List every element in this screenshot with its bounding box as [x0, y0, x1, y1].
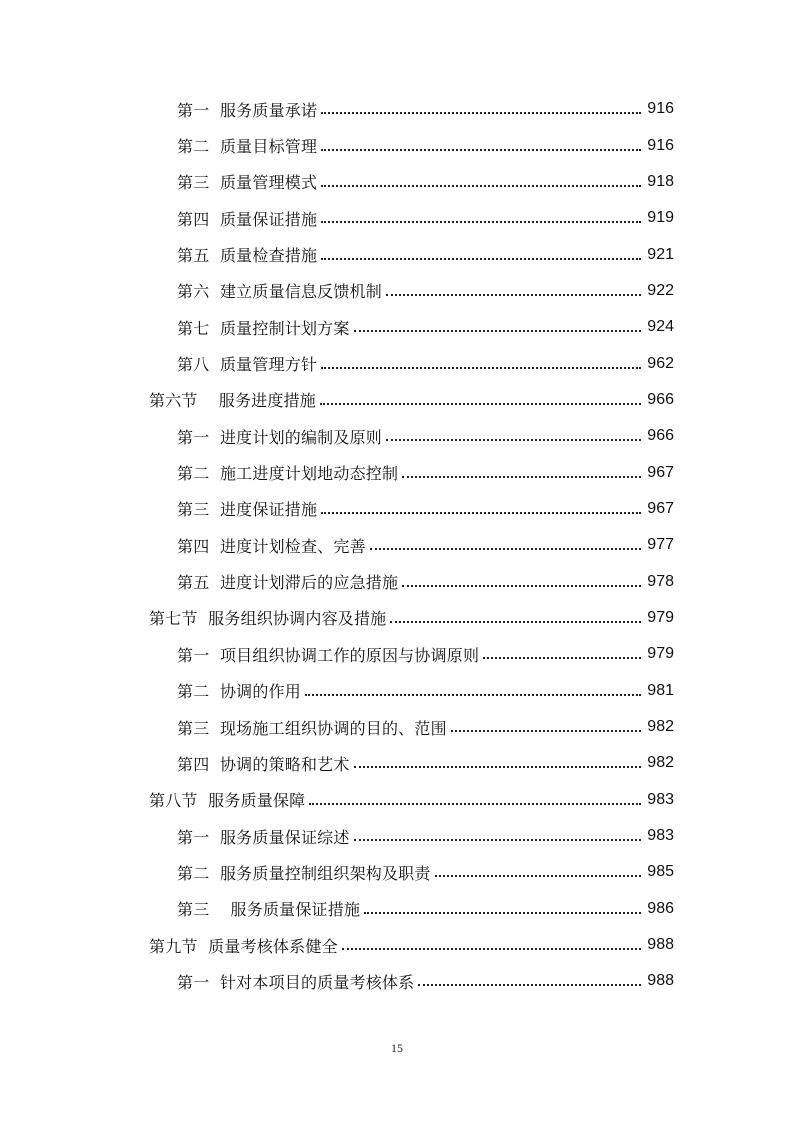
dot-leader: [309, 787, 641, 805]
dot-leader: [390, 605, 641, 623]
dot-leader: [321, 205, 641, 223]
toc-entry-title: 第五 质量检查措施: [177, 246, 318, 266]
toc-entry-page-number: 986: [647, 899, 674, 917]
toc-subsection-entry[interactable]: [0, 309, 674, 345]
toc-section-entry[interactable]: [0, 382, 674, 418]
toc-subsection-entry[interactable]: [0, 745, 674, 781]
dot-leader: [386, 423, 641, 441]
toc-entry-page-number: 922: [647, 281, 674, 299]
toc-entry-title: 第一 服务质量保证综述: [177, 827, 350, 847]
toc-subsection-entry[interactable]: [0, 345, 674, 381]
toc-entry-page-number: 916: [647, 136, 674, 154]
toc-section-entry[interactable]: [0, 600, 674, 636]
toc-subsection-entry[interactable]: [0, 636, 674, 672]
toc-section-entry[interactable]: [0, 782, 674, 818]
dot-leader: [321, 242, 641, 260]
toc-entry-page-number: 966: [647, 427, 674, 445]
toc-entry-title: 第六节 服务进度措施: [149, 391, 316, 411]
toc-entry-title: 第四 进度计划检查、完善: [177, 536, 366, 556]
toc-entry-page-number: 916: [647, 100, 674, 118]
dot-leader: [435, 859, 641, 877]
toc-entry-title: 第七节 服务组织协调内容及措施: [149, 609, 387, 629]
toc-entry-title: 第五 进度计划滞后的应急措施: [177, 573, 399, 593]
dot-leader: [305, 678, 641, 696]
toc-entry-page-number: 979: [647, 645, 674, 663]
dot-leader: [364, 896, 641, 914]
page-number: 15: [391, 1041, 403, 1055]
toc-entry-title: 第二 协调的作用: [177, 682, 301, 702]
toc-subsection-entry[interactable]: [0, 818, 674, 854]
toc-entry-page-number: 981: [647, 681, 674, 699]
toc-subsection-entry[interactable]: [0, 891, 674, 927]
dot-leader: [321, 96, 641, 114]
toc-subsection-entry[interactable]: [0, 454, 674, 490]
toc-entry-page-number: 966: [647, 390, 674, 408]
toc-entry-title: 第二 施工进度计划地动态控制: [177, 464, 399, 484]
toc-subsection-entry[interactable]: [0, 963, 674, 999]
toc-entry-page-number: 982: [647, 718, 674, 736]
toc-entry-page-number: 967: [647, 463, 674, 481]
dot-leader: [386, 278, 641, 296]
toc-entry-page-number: 983: [647, 827, 674, 845]
toc-entry-title: 第一 项目组织协调工作的原因与协调原则: [177, 645, 480, 665]
dot-leader: [354, 823, 641, 841]
toc-subsection-entry[interactable]: [0, 200, 674, 236]
dot-leader: [483, 641, 641, 659]
toc-entry-title: 第二 服务质量控制组织架构及职责: [177, 863, 431, 883]
toc-entry-title: 第九节 质量考核体系健全: [149, 936, 338, 956]
dot-leader: [321, 169, 641, 187]
toc-subsection-entry[interactable]: [0, 673, 674, 709]
dot-leader: [451, 714, 641, 732]
toc-entry-page-number: 919: [647, 209, 674, 227]
toc-entry-title: 第七 质量控制计划方案: [177, 318, 350, 338]
toc-subsection-entry[interactable]: [0, 527, 674, 563]
toc-entry-title: 第一 针对本项目的质量考核体系: [177, 972, 415, 992]
toc-entry-page-number: 918: [647, 172, 674, 190]
toc-entry-page-number: 985: [647, 863, 674, 881]
toc-entry-title: 第四 协调的策略和艺术: [177, 754, 350, 774]
toc-subsection-entry[interactable]: [0, 563, 674, 599]
toc-subsection-entry[interactable]: [0, 164, 674, 200]
toc-subsection-entry[interactable]: [0, 127, 674, 163]
toc-entry-page-number: 977: [647, 536, 674, 554]
toc-entry-page-number: 967: [647, 499, 674, 517]
dot-leader: [402, 460, 641, 478]
toc-subsection-entry[interactable]: [0, 709, 674, 745]
toc-entry-page-number: 921: [647, 245, 674, 263]
toc-subsection-entry[interactable]: [0, 418, 674, 454]
toc-entry-title: 第三 进度保证措施: [177, 500, 318, 520]
toc-subsection-entry[interactable]: [0, 854, 674, 890]
toc-entry-page-number: 988: [647, 936, 674, 954]
dot-leader: [321, 133, 641, 151]
dot-leader: [418, 968, 641, 986]
dot-leader: [370, 532, 641, 550]
toc-entry-title: 第三 现场施工组织协调的目的、范围: [177, 718, 447, 738]
table-of-contents: [0, 91, 794, 1000]
toc-entry-title: 第八 质量管理方针: [177, 355, 318, 375]
toc-entry-page-number: 978: [647, 572, 674, 590]
toc-list: [0, 91, 674, 1000]
toc-entry-page-number: 983: [647, 790, 674, 808]
toc-entry-page-number: 982: [647, 754, 674, 772]
toc-entry-title: 第一 进度计划的编制及原则: [177, 427, 382, 447]
dot-leader: [321, 351, 641, 369]
dot-leader: [342, 932, 641, 950]
toc-entry-title: 第三 质量管理模式: [177, 173, 318, 193]
dot-leader: [402, 569, 641, 587]
dot-leader: [354, 314, 641, 332]
toc-entry-title: 第三 服务质量保证措施: [177, 900, 361, 920]
toc-entry-title: 第二 质量目标管理: [177, 137, 318, 157]
toc-entry-title: 第八节 服务质量保障: [149, 791, 306, 811]
toc-subsection-entry[interactable]: [0, 273, 674, 309]
toc-entry-page-number: 988: [647, 972, 674, 990]
dot-leader: [321, 496, 641, 514]
toc-entry-title: 第一 服务质量承诺: [177, 100, 318, 120]
toc-subsection-entry[interactable]: [0, 491, 674, 527]
dot-leader: [354, 750, 641, 768]
toc-entry-title: 第六 建立质量信息反馈机制: [177, 282, 382, 302]
toc-entry-page-number: 962: [647, 354, 674, 372]
toc-subsection-entry[interactable]: [0, 236, 674, 272]
toc-entry-page-number: 979: [647, 608, 674, 626]
toc-subsection-entry[interactable]: [0, 91, 674, 127]
toc-entry-title: 第四 质量保证措施: [177, 209, 318, 229]
toc-entry-page-number: 924: [647, 318, 674, 336]
toc-section-entry[interactable]: [0, 927, 674, 963]
dot-leader: [320, 387, 641, 405]
